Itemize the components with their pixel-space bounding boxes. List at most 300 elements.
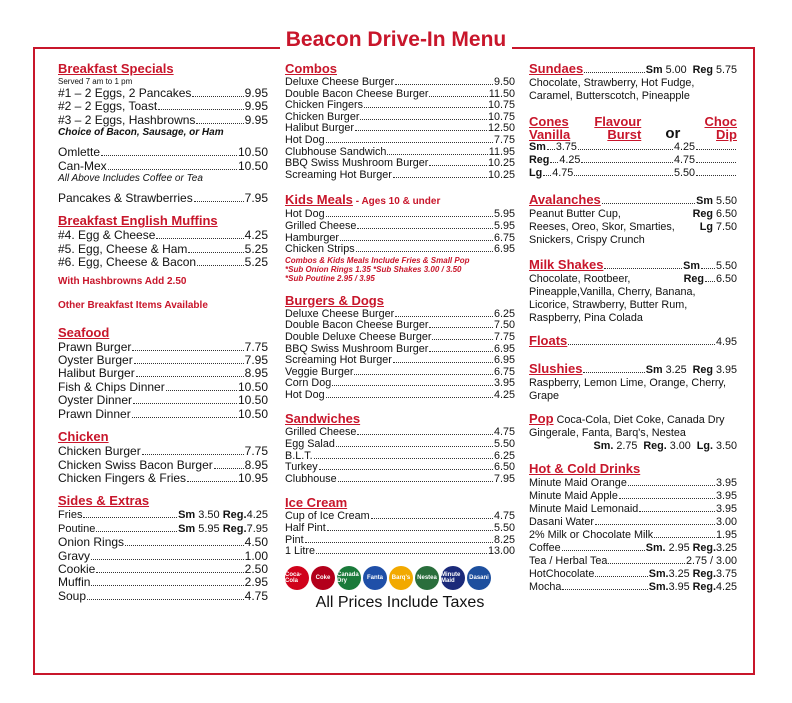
menu-item (58, 192, 268, 205)
item-name: Grilled Cheese (285, 219, 357, 232)
item-name: Double Bacon Cheese Burger (285, 319, 429, 332)
dot-leader (196, 123, 243, 124)
item-name: Onion Rings (58, 535, 125, 550)
item-price: 5.50 (493, 522, 515, 535)
menu-item (58, 394, 268, 407)
section-sides (58, 493, 268, 603)
item-name: Cookie (58, 561, 96, 576)
avalanches-line: Reeses, Oreo, Skor, Smarties, Lg 7.50 (529, 221, 737, 233)
dot-leader (188, 252, 243, 253)
item-name: Prawn Dinner (58, 406, 131, 421)
item-price: 10.75 (487, 99, 515, 112)
menu-item (285, 221, 515, 233)
item-price: 10.50 (237, 379, 268, 394)
avalanches-line: Snickers, Crispy Crunch (529, 234, 645, 246)
item-price: 6.25 (493, 307, 515, 320)
item-name: #4. Egg & Cheese (58, 228, 156, 243)
brand-logo: Coke (311, 566, 335, 590)
item-name: Prawn Burger (58, 339, 132, 354)
menu-item-tea: Tea / Herbal Tea 2.75 / 3.00 (529, 555, 737, 567)
item-name: Hot Dog (285, 388, 325, 401)
item-price: 9.50 (493, 76, 515, 88)
column-left (58, 61, 268, 611)
section-heading: Sandwiches (285, 411, 361, 427)
item-name: Chicken Burger (285, 110, 360, 123)
item-name: Chicken Fingers & Fries (58, 470, 187, 485)
dot-leader (338, 481, 493, 482)
menu-item (285, 244, 515, 256)
item-price: 7.95 (244, 191, 268, 206)
menu-item (285, 355, 515, 367)
section-chicken (58, 429, 268, 485)
menu-item (529, 516, 737, 529)
dot-leader (192, 96, 243, 97)
item-price: 12.50 (487, 122, 515, 135)
menu-item (529, 477, 737, 490)
section-sundaes (529, 61, 737, 103)
dot-leader (357, 228, 493, 229)
brand-logo: Dasani (467, 566, 491, 590)
section-heading: Combos (285, 61, 337, 76)
dot-leader (101, 155, 237, 156)
item-name: Halibut Burger (285, 122, 355, 135)
menu-item (58, 114, 268, 127)
menu-item (58, 472, 268, 485)
brand-logo: Minute Maid (441, 566, 465, 590)
item-name: Minute Maid Apple (529, 490, 618, 502)
item-name: Hamburger (285, 231, 340, 244)
cone-flavour-price: 5.50 (673, 167, 695, 179)
cone-vanilla-price: 4.25 (559, 154, 581, 166)
sub-poutine-note: *Sub Poutine 2.95 / 3.95 (285, 273, 375, 283)
menu-item (58, 550, 268, 563)
item-name: 1 Litre (285, 545, 316, 558)
dot-leader (332, 385, 493, 386)
item-name: Hot Dog (285, 208, 325, 221)
item-price: 3.00 (715, 516, 737, 528)
dot-leader (429, 96, 487, 97)
item-price: 6.75 (493, 231, 515, 244)
item-name: Clubhouse Sandwich (285, 145, 387, 158)
floats-row: Floats 4.95 (529, 333, 737, 348)
menu-item (58, 146, 268, 159)
section-heading: Breakfast Specials (58, 61, 174, 76)
menu-item-coffee: Coffee Sm. 2.95 Reg. 3.25 (529, 542, 737, 554)
dot-leader (142, 454, 244, 455)
item-price: 3.95 (715, 503, 737, 515)
dot-leader (134, 363, 244, 364)
section-heading: Seafood (58, 324, 110, 340)
menu-item-fries: Fries Sm 3.50 Reg. 4.25 (58, 509, 268, 522)
item-name: Deluxe Cheese Burger (285, 76, 395, 88)
item-name: Chicken Fingers (285, 99, 364, 112)
includes-note: All Above Includes Coffee or Tea (58, 173, 203, 185)
item-price: 10.25 (487, 168, 515, 181)
menu-item (58, 354, 268, 367)
item-name: Minute Maid Lemonaid (529, 503, 639, 515)
pop-prices: Sm. 2.75 Reg. 3.00 Lg. 3.50 (593, 440, 737, 452)
item-price: 4.75 (493, 426, 515, 439)
dot-leader (639, 511, 715, 512)
dot-leader (187, 481, 237, 482)
brand-logo: Fanta (363, 566, 387, 590)
dot-leader (96, 572, 243, 573)
dot-leader (194, 201, 244, 202)
avalanches-line: Peanut Butter Cup, Reg 6.50 (529, 208, 737, 220)
menu-item-poutine: Poutine Sm 5.95 Reg. 7.95 (58, 522, 268, 535)
slushies-header: Slushies Sm 3.25 Reg 3.95 (529, 361, 737, 376)
kids-note: Combos & Kids Meals Include Fries & Small Pop (285, 255, 470, 265)
dot-leader (340, 240, 493, 241)
column-right (529, 61, 737, 602)
dot-leader (336, 446, 493, 447)
dot-leader (314, 458, 493, 459)
item-name: Chicken Burger (58, 444, 141, 459)
item-price: 10.50 (237, 406, 268, 421)
menu-item (285, 523, 515, 535)
menu-item (58, 256, 268, 269)
dot-leader (327, 530, 493, 531)
item-price: 6.50 (493, 461, 515, 474)
item-name: Gravy (58, 548, 91, 563)
section-sandwiches (285, 411, 515, 485)
item-name: Deluxe Cheese Burger (285, 307, 395, 320)
dot-leader (364, 107, 487, 108)
dot-leader (326, 397, 493, 398)
brand-logo: Barq's (389, 566, 413, 590)
dot-leader (158, 109, 243, 110)
serving-hours: Served 7 am to 1 pm (58, 77, 133, 86)
dot-leader (354, 374, 493, 375)
item-price: 7.75 (493, 330, 515, 343)
dot-leader (387, 154, 487, 155)
dot-leader (319, 469, 493, 470)
cones-header: Cones Vanilla Flavour Burst or Choc Dip (529, 114, 737, 142)
menu-item (529, 490, 737, 503)
item-price: 9.95 (244, 86, 268, 100)
item-price: 5.25 (244, 241, 268, 256)
item-name: B.L.T. (285, 449, 313, 462)
menu-item (285, 390, 515, 402)
menu-item (285, 332, 515, 344)
cone-size-row (529, 167, 737, 180)
sub-note: *Sub Onion Rings 1.35 *Sub Shakes 3.00 / 3.50 (285, 264, 462, 274)
section-breakfast-specials (58, 61, 268, 205)
cone-flavour-price: 4.75 (673, 154, 695, 166)
column-middle (285, 61, 515, 612)
menu-item (58, 576, 268, 589)
kids-age-note: - Ages 10 & under (352, 196, 441, 208)
avalanches-header: Avalanches Sm 5.50 (529, 192, 737, 207)
dot-leader (628, 485, 715, 486)
dot-leader (393, 362, 493, 363)
dot-leader (654, 537, 715, 538)
item-name: Minute Maid Orange (529, 477, 627, 489)
item-name: Dasani Water (529, 516, 595, 528)
menu-item (58, 408, 268, 421)
menu-item (285, 546, 515, 558)
item-price: 5.95 (493, 219, 515, 232)
menu-item (285, 451, 515, 463)
item-price: 11.95 (488, 145, 515, 158)
dot-leader (133, 403, 237, 404)
item-price: 4.25 (244, 228, 268, 243)
menu-item (285, 439, 515, 451)
item-price: 11.50 (488, 87, 515, 100)
item-name: Can-Mex (58, 158, 107, 173)
item-name: Screaming Hot Burger (285, 354, 392, 367)
cone-size: Sm (529, 141, 546, 153)
item-price: 6.75 (493, 365, 515, 378)
item-price: 7.75 (244, 444, 268, 459)
item-price: 9.95 (244, 112, 268, 127)
dot-leader (595, 524, 715, 525)
item-price: 6.95 (493, 342, 515, 355)
dot-leader (429, 351, 493, 352)
brand-logo: Nestea (415, 566, 439, 590)
section-ice-cream (285, 495, 515, 557)
item-name: BBQ Swiss Mushroom Burger (285, 342, 429, 355)
item-price: 9.95 (244, 99, 268, 114)
item-name: Chicken Strips (285, 243, 355, 256)
item-price: 10.50 (237, 145, 268, 160)
item-name: Halibut Burger (58, 366, 135, 381)
menu-item (529, 503, 737, 516)
item-name: Hot Dog (285, 133, 325, 146)
menu-item (58, 563, 268, 576)
item-name: Oyster Dinner (58, 393, 133, 408)
section-combos (285, 61, 515, 181)
item-price: 13.00 (487, 545, 515, 558)
section-heading: Ice Cream (285, 495, 348, 511)
dot-leader (91, 559, 244, 560)
section-heading: Kids Meals (285, 192, 353, 208)
menu-item (58, 100, 268, 113)
item-name: 2% Milk or Chocolate Milk (529, 529, 654, 541)
menu-item (58, 459, 268, 472)
menu-item (58, 341, 268, 354)
brand-logo: Coca-Cola (285, 566, 309, 590)
section-heading: Sides & Extras (58, 493, 150, 509)
section-breakfast-muffins (58, 213, 268, 312)
dot-leader (125, 545, 244, 546)
item-price: 10.25 (487, 157, 515, 170)
menu-item (285, 535, 515, 547)
shakes-header: Milk Shakes Sm 5.50 (529, 257, 737, 272)
section-heading: Breakfast English Muffins (58, 213, 218, 229)
item-price: 1.00 (244, 548, 268, 563)
item-price: 4.50 (244, 535, 268, 550)
section-hot-cold-drinks (529, 461, 737, 594)
dot-leader (316, 553, 487, 554)
item-price: 8.95 (244, 366, 268, 381)
cone-vanilla-price: 4.75 (552, 167, 574, 179)
dot-leader (432, 339, 493, 340)
hashbrowns-note: With Hashbrowns Add 2.50 (58, 275, 187, 287)
item-name: Double Deluxe Cheese Burger (285, 330, 432, 343)
item-price: 2.50 (244, 561, 268, 576)
cone-vanilla-price: 3.75 (555, 141, 577, 153)
dot-leader (360, 119, 487, 120)
other-items-note: Other Breakfast Items Available (58, 299, 208, 311)
dot-leader (136, 376, 244, 377)
dot-leader (108, 169, 237, 170)
slushie-flavors: Raspberry, Lemon Lime, Orange, Cherry, Grape (529, 377, 727, 402)
section-heading: Hot & Cold Drinks (529, 461, 641, 476)
item-name: Pint (285, 533, 304, 546)
menu-item (285, 170, 515, 182)
dot-leader (87, 599, 244, 600)
shakes-line: Chocolate, Rootbeer, Reg 6.50 (529, 273, 737, 285)
section-milk-shakes (529, 257, 737, 325)
item-price: 10.75 (487, 110, 515, 123)
dot-leader (393, 177, 487, 178)
cone-size-row (529, 141, 737, 154)
item-price: 5.50 (493, 438, 515, 451)
dot-leader (156, 238, 243, 239)
dot-leader (371, 518, 493, 519)
section-slushies (529, 361, 737, 403)
menu-item (58, 381, 268, 394)
dot-leader (166, 390, 237, 391)
menu-item-hot-chocolate: HotChocolate Sm. 3.25 Reg. 3.75 (529, 568, 737, 580)
prices-tagline: All Prices Include Taxes (315, 593, 485, 611)
menu-item (58, 229, 268, 242)
dot-leader (132, 417, 237, 418)
section-pop (529, 411, 737, 453)
menu-item (58, 87, 268, 100)
menu-item (58, 367, 268, 380)
dot-leader (429, 327, 493, 328)
item-name: #3 – 2 Eggs, Hashbrowns (58, 112, 196, 127)
item-name: Turkey (285, 461, 318, 474)
meat-choice-note: Choice of Bacon, Sausage, or Ham (58, 127, 224, 139)
dot-leader (214, 468, 244, 469)
item-name: Clubhouse (285, 472, 337, 485)
cone-flavour-price: 4.25 (673, 141, 695, 153)
sundae-flavors: Chocolate, Strawberry, Hot Fudge, Caramel, Butterscotch, Pineapple (529, 77, 695, 102)
brand-logo: Canada Dry (337, 566, 361, 590)
item-price: 2.95 (244, 575, 268, 590)
item-price: 8.95 (244, 457, 268, 472)
section-kids-meals (285, 191, 515, 282)
item-price: 10.50 (237, 158, 268, 173)
item-name: #1 – 2 Eggs, 2 Pancakes (58, 86, 192, 100)
item-name: Omlette (58, 145, 101, 160)
dot-leader (197, 265, 244, 266)
item-name: Oyster Burger (58, 353, 133, 368)
dot-leader (355, 130, 487, 131)
dot-leader (429, 165, 487, 166)
item-name: BBQ Swiss Mushroom Burger (285, 157, 429, 170)
dot-leader (395, 316, 493, 317)
dot-leader (132, 350, 243, 351)
item-price: 7.95 (493, 472, 515, 485)
dot-leader (356, 251, 493, 252)
item-name: Soup (58, 588, 87, 603)
cone-size: Lg (529, 167, 543, 179)
dot-leader (357, 434, 493, 435)
dot-leader (395, 84, 493, 85)
item-price: 10.95 (237, 470, 268, 485)
dot-leader (326, 142, 493, 143)
item-price: 4.75 (493, 510, 515, 523)
item-name: Cup of Ice Cream (285, 510, 370, 523)
item-price: 7.95 (244, 353, 268, 368)
menu-item (58, 590, 268, 603)
item-price: 1.95 (715, 529, 737, 541)
beverage-logos (285, 566, 515, 590)
item-price: 4.25 (493, 388, 515, 401)
menu-item (285, 135, 515, 147)
menu-item (58, 160, 268, 173)
item-name: #5. Egg, Cheese & Ham (58, 241, 188, 256)
pop-flavors: Coca-Cola, Diet Coke, Canada Dry Gingerale, Fanta, Barq's, Nestea (529, 414, 725, 439)
item-price: 6.95 (493, 243, 515, 256)
item-name: Pancakes & Strawberries (58, 191, 193, 206)
menu-item (58, 445, 268, 458)
menu-item (285, 474, 515, 486)
cone-size-row (529, 154, 737, 167)
item-price: 8.25 (493, 533, 515, 546)
dot-leader (91, 585, 243, 586)
item-name: Chicken Swiss Bacon Burger (58, 457, 213, 472)
item-name: Corn Dog (285, 377, 332, 390)
item-name: Screaming Hot Burger (285, 168, 392, 181)
cone-size: Reg (529, 154, 550, 166)
item-price: 3.95 (715, 490, 737, 502)
item-price: 6.25 (493, 449, 515, 462)
menu-item (529, 529, 737, 542)
shake-flavors: Pineapple,Vanilla, Cherry, Banana, Licorice, Strawberry, Butter Rum, Raspberry, Pina Colada (529, 286, 696, 324)
item-name: Fish & Chips Dinner (58, 379, 165, 394)
section-cones (529, 115, 737, 180)
section-floats (529, 333, 737, 349)
menu-item (285, 77, 515, 89)
menu-item-mocha: Mocha Sm. 3.95 Reg. 4.25 (529, 581, 737, 593)
dot-leader (326, 216, 493, 217)
item-name: Half Pint (285, 522, 326, 535)
item-name: Egg Salad (285, 438, 335, 451)
item-price: 10.50 (237, 393, 268, 408)
item-price: 5.95 (493, 208, 515, 221)
item-name: #6. Egg, Cheese & Bacon (58, 255, 197, 270)
section-heading: Chicken (58, 429, 109, 445)
menu-item (58, 243, 268, 256)
item-price: 3.95 (493, 377, 515, 390)
item-name: Veggie Burger (285, 365, 354, 378)
item-name: Muffin (58, 575, 91, 590)
item-price: 5.25 (244, 255, 268, 270)
item-price: 7.75 (493, 133, 515, 146)
item-name: Double Bacon Cheese Burger (285, 87, 429, 100)
section-seafood (58, 325, 268, 421)
item-price: 4.75 (244, 588, 268, 603)
item-price: 7.75 (244, 339, 268, 354)
sundaes-header: Sundaes Sm 5.00 Reg 5.75 (529, 61, 737, 76)
item-name: Grilled Cheese (285, 426, 357, 439)
item-price: 7.50 (493, 319, 515, 332)
dot-leader (305, 542, 493, 543)
section-heading: Pop (529, 411, 554, 426)
dot-leader (619, 498, 715, 499)
menu-title: Beacon Drive-In Menu (0, 28, 792, 52)
item-name: #2 – 2 Eggs, Toast (58, 99, 158, 114)
section-heading: Burgers & Dogs (285, 292, 384, 308)
section-burgers-dogs (285, 293, 515, 402)
item-price: 3.95 (715, 477, 737, 489)
section-avalanches (529, 192, 737, 247)
